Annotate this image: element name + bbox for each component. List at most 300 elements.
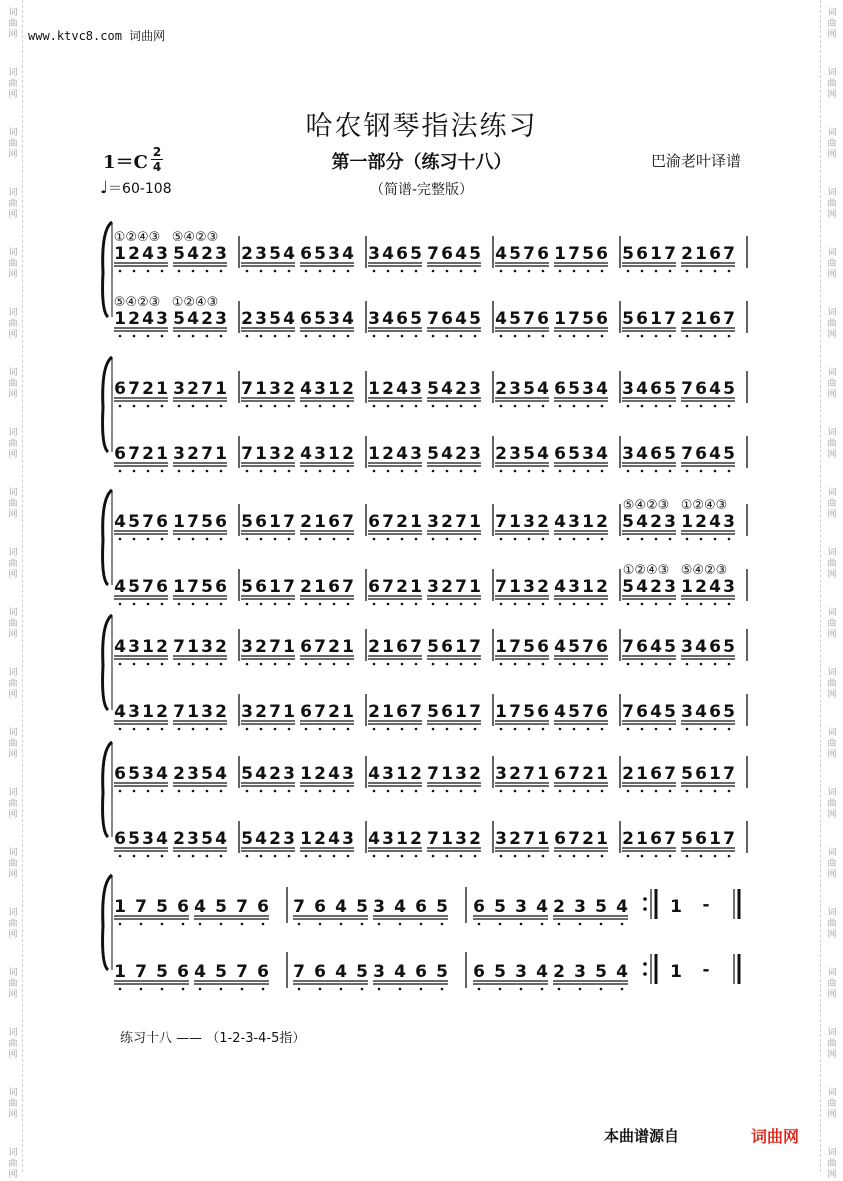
note-digit: 1 [650, 309, 662, 329]
octave-dot [192, 663, 195, 666]
note-digit: 7 [283, 512, 295, 532]
note-digit: 3 [622, 379, 634, 399]
octave-dot [133, 855, 136, 858]
octave-dot [415, 538, 418, 541]
octave-dot [305, 470, 308, 473]
note-digit: 7 [469, 702, 481, 722]
octave-dot [558, 988, 561, 991]
note-digit: 2 [269, 764, 281, 784]
note-digit: 4 [394, 897, 406, 917]
octave-dot [714, 538, 717, 541]
octave-dot [559, 728, 562, 731]
note-digit: 1 [114, 962, 126, 982]
note-digit: 1 [342, 702, 354, 722]
source-brand-link[interactable]: 词曲网 [751, 1127, 800, 1146]
note-digit: 3 [664, 512, 676, 532]
octave-dot [347, 270, 350, 273]
octave-dot [246, 405, 249, 408]
note-digit: 1 [537, 764, 549, 784]
note-digit: 4 [636, 577, 648, 597]
note-digit: 6 [554, 379, 566, 399]
note-digit: 6 [441, 309, 453, 329]
note-digit: 4 [114, 512, 126, 532]
note-digit: 7 [293, 897, 305, 917]
note-digit: 1 [215, 379, 227, 399]
octave-dot [399, 988, 402, 991]
note-digit: 3 [156, 309, 168, 329]
octave-dot [627, 405, 630, 408]
note-digit: 7 [664, 309, 676, 329]
note-digit: 7 [135, 962, 147, 982]
watermark-text: 词 曲 网 [8, 1088, 18, 1120]
note-digit: 3 [215, 244, 227, 264]
note-digit: 5 [215, 897, 227, 917]
octave-dot [147, 663, 150, 666]
octave-dot [387, 335, 390, 338]
note-digit: 4 [342, 309, 354, 329]
octave-dot [627, 335, 630, 338]
note-digit: 1 [582, 577, 594, 597]
octave-dot [474, 270, 477, 273]
octave-dot [542, 335, 545, 338]
note-digit: 1 [495, 637, 507, 657]
note-digit: 4 [114, 702, 126, 722]
octave-dot [627, 603, 630, 606]
note-digit: 7 [568, 764, 580, 784]
octave-dot [401, 855, 404, 858]
octave-dot [220, 405, 223, 408]
octave-dot [246, 663, 249, 666]
note-digit: 1 [142, 637, 154, 657]
octave-dot [333, 855, 336, 858]
octave-dot [319, 335, 322, 338]
octave-dot [700, 538, 703, 541]
note-digit: 5 [582, 309, 594, 329]
octave-dot [274, 728, 277, 731]
octave-dot [587, 538, 590, 541]
octave-dot [288, 663, 291, 666]
watermark-text: 词 曲 网 [8, 1028, 18, 1060]
octave-dot [401, 335, 404, 338]
note-digit: 6 [473, 897, 485, 917]
note-digit: 5 [269, 244, 281, 264]
octave-dot [319, 470, 322, 473]
octave-dot [686, 663, 689, 666]
note-digit: 3 [664, 577, 676, 597]
note-digit: 1 [410, 577, 422, 597]
octave-dot [220, 790, 223, 793]
watermark-text: 词 曲 网 [827, 188, 837, 220]
note-digit: 3 [215, 309, 227, 329]
octave-dot [415, 855, 418, 858]
note-digit: 5 [681, 829, 693, 849]
note-digit: 2 [650, 577, 662, 597]
note-digit: 7 [241, 444, 253, 464]
octave-dot [260, 728, 263, 731]
octave-dot [246, 538, 249, 541]
note-digit: 7 [723, 764, 735, 784]
note-digit: 2 [455, 444, 467, 464]
octave-dot [387, 270, 390, 273]
octave-dot [446, 470, 449, 473]
note-digit: 2 [537, 512, 549, 532]
octave-dot [260, 790, 263, 793]
note-digit: 6 [328, 512, 340, 532]
octave-dot [161, 603, 164, 606]
octave-dot [305, 405, 308, 408]
octave-dot [133, 728, 136, 731]
note-digit: 4 [142, 309, 154, 329]
octave-dot [206, 270, 209, 273]
octave-dot [119, 728, 122, 731]
note-digit: 3 [173, 444, 185, 464]
octave-dot [305, 790, 308, 793]
octave-dot [500, 728, 503, 731]
note-digit: 3 [128, 637, 140, 657]
octave-dot [401, 405, 404, 408]
note-digit: 7 [128, 444, 140, 464]
note-digit: 7 [523, 764, 535, 784]
octave-dot [260, 270, 263, 273]
note-digit: 6 [396, 637, 408, 657]
note-digit: 2 [241, 309, 253, 329]
octave-dot [559, 603, 562, 606]
note-digit: 2 [187, 379, 199, 399]
octave-dot [669, 405, 672, 408]
note-digit: 3 [187, 764, 199, 784]
note-digit: 4 [536, 897, 548, 917]
note-digit: 3 [201, 637, 213, 657]
note-digit: 1 [596, 764, 608, 784]
note-digit: 7 [128, 379, 140, 399]
note-digit: 4 [187, 244, 199, 264]
note-digit: 7 [582, 637, 594, 657]
note-digit: 6 [300, 702, 312, 722]
octave-dot [133, 405, 136, 408]
note-digit: 3 [382, 764, 394, 784]
note-digit: 3 [574, 962, 586, 982]
note-digit: 2 [128, 309, 140, 329]
octave-dot [260, 538, 263, 541]
note-digit: 4 [650, 702, 662, 722]
octave-dot [319, 923, 322, 926]
note-digit: 4 [156, 764, 168, 784]
octave-dot [246, 270, 249, 273]
octave-dot [528, 538, 531, 541]
octave-dot [542, 855, 545, 858]
note-digit: 3 [523, 512, 535, 532]
note-digit: 7 [427, 309, 439, 329]
octave-dot [641, 270, 644, 273]
note-digit: 5 [427, 702, 439, 722]
octave-dot [587, 270, 590, 273]
octave-dot [415, 728, 418, 731]
note-digit: 1 [114, 897, 126, 917]
note-digit: 5 [156, 897, 168, 917]
watermark-text: 词 曲 网 [827, 68, 837, 100]
fingering-label: ①②④③ [171, 295, 219, 310]
note-digit: 1 [187, 637, 199, 657]
octave-dot [140, 988, 143, 991]
note-digit: 4 [194, 962, 206, 982]
octave-dot [147, 405, 150, 408]
note-digit: 5 [469, 309, 481, 329]
note-digit: 1 [410, 512, 422, 532]
octave-dot [641, 663, 644, 666]
octave-dot [206, 335, 209, 338]
note-digit: 6 [537, 309, 549, 329]
octave-dot [161, 923, 164, 926]
note-digit: 4 [396, 444, 408, 464]
octave-dot [206, 790, 209, 793]
note-digit: 2 [509, 829, 521, 849]
site-url[interactable]: www.ktvc8.com 词曲网 [28, 29, 166, 43]
fingering-label: ①②④③ [680, 498, 728, 513]
note-digit: 6 [695, 829, 707, 849]
quarter-note-icon: ♩ [100, 178, 109, 198]
octave-dot [432, 538, 435, 541]
note-digit: 2 [441, 512, 453, 532]
watermark-text: 词 曲 网 [827, 608, 837, 640]
fingering-label: ⑤④②③ [171, 230, 219, 245]
note-digit: 4 [537, 379, 549, 399]
watermark-text: 词 曲 网 [8, 608, 18, 640]
octave-dot [714, 603, 717, 606]
octave-dot [601, 270, 604, 273]
octave-dot [655, 855, 658, 858]
octave-dot [432, 270, 435, 273]
octave-dot [528, 470, 531, 473]
octave-dot [161, 335, 164, 338]
octave-dot [573, 335, 576, 338]
note-digit: 2 [142, 444, 154, 464]
octave-dot [274, 790, 277, 793]
note-digit: 5 [509, 309, 521, 329]
octave-dot [621, 988, 624, 991]
octave-dot [514, 470, 517, 473]
note-digit: 5 [523, 379, 535, 399]
note-digit: 1 [187, 702, 199, 722]
octave-dot [147, 855, 150, 858]
note-digit: 7 [523, 309, 535, 329]
note-digit: 2 [328, 702, 340, 722]
octave-dot [500, 405, 503, 408]
note-digit: 7 [269, 637, 281, 657]
note-digit: 5 [269, 309, 281, 329]
octave-dot [559, 270, 562, 273]
octave-dot [587, 603, 590, 606]
note-digit: 3 [283, 829, 295, 849]
octave-dot [446, 538, 449, 541]
note-digit: 5 [582, 244, 594, 264]
note-digit: 5 [427, 379, 439, 399]
octave-dot [133, 335, 136, 338]
note-digit: 6 [695, 764, 707, 784]
octave-dot [415, 270, 418, 273]
octave-dot [246, 603, 249, 606]
note-digit: 6 [257, 962, 269, 982]
note-digit: 2 [553, 897, 565, 917]
note-digit: 3 [568, 512, 580, 532]
octave-dot [641, 855, 644, 858]
note-digit: 2 [596, 577, 608, 597]
octave-dot [288, 728, 291, 731]
octave-dot [441, 923, 444, 926]
octave-dot [298, 988, 301, 991]
octave-dot [241, 923, 244, 926]
note-digit: 5 [622, 577, 634, 597]
note-digit: 3 [509, 379, 521, 399]
note-digit: 7 [681, 379, 693, 399]
octave-dot [199, 988, 202, 991]
note-digit: 7 [142, 577, 154, 597]
note-digit: 3 [622, 444, 634, 464]
octave-dot [714, 663, 717, 666]
octave-dot [627, 663, 630, 666]
note-digit: 5 [241, 764, 253, 784]
octave-dot [627, 270, 630, 273]
octave-dot [559, 663, 562, 666]
octave-dot [600, 923, 603, 926]
tempo-value: ＝60-108 [108, 181, 172, 197]
note-digit: 6 [537, 702, 549, 722]
note-digit: 7 [293, 962, 305, 982]
note-digit: 7 [568, 244, 580, 264]
note-digit: 7 [427, 244, 439, 264]
note-digit: 4 [709, 512, 721, 532]
octave-dot [542, 538, 545, 541]
watermark-text: 词 曲 网 [8, 908, 18, 940]
note-digit: 1 [342, 637, 354, 657]
octave-dot [528, 790, 531, 793]
watermark-text: 词 曲 网 [8, 368, 18, 400]
octave-dot [655, 335, 658, 338]
note-digit: 5 [509, 244, 521, 264]
octave-dot [579, 923, 582, 926]
octave-dot [542, 728, 545, 731]
note-digit: 1 [596, 829, 608, 849]
octave-dot [119, 663, 122, 666]
octave-dot [333, 728, 336, 731]
octave-dot [274, 270, 277, 273]
octave-dot [474, 790, 477, 793]
octave-dot [541, 923, 544, 926]
octave-dot [446, 335, 449, 338]
fingering-label: ①②④③ [622, 563, 670, 578]
octave-dot [401, 728, 404, 731]
note-digit: 4 [554, 577, 566, 597]
repeat-dot [643, 972, 647, 976]
octave-dot [686, 270, 689, 273]
note-digit: 1 [368, 379, 380, 399]
note-digit: 3 [173, 379, 185, 399]
octave-dot [627, 728, 630, 731]
note-digit: 3 [681, 702, 693, 722]
octave-dot [432, 470, 435, 473]
note-digit: 2 [495, 444, 507, 464]
note-digit: 1 [173, 577, 185, 597]
note-digit: 5 [427, 637, 439, 657]
octave-dot [288, 270, 291, 273]
note-digit: 3 [128, 702, 140, 722]
note-digit: 4 [636, 379, 648, 399]
note-digit: 7 [509, 637, 521, 657]
octave-dot [298, 923, 301, 926]
note-digit: 3 [427, 512, 439, 532]
octave-dot [714, 270, 717, 273]
note-digit: 1 [441, 764, 453, 784]
octave-dot [133, 663, 136, 666]
note-digit: 7 [342, 577, 354, 597]
octave-dot [669, 470, 672, 473]
note-digit: 5 [356, 962, 368, 982]
note-digit: 2 [553, 962, 565, 982]
note-digit: 2 [300, 512, 312, 532]
octave-dot [514, 790, 517, 793]
octave-dot [686, 470, 689, 473]
note-digit: 5 [241, 512, 253, 532]
octave-dot [220, 470, 223, 473]
note-digit: 2 [509, 764, 521, 784]
note-digit: 5 [436, 962, 448, 982]
note-digit: 2 [469, 764, 481, 784]
note-digit: 5 [681, 764, 693, 784]
octave-dot [573, 538, 576, 541]
note-digit: 1 [537, 829, 549, 849]
note-digit: 3 [328, 244, 340, 264]
note-digit: 7 [568, 829, 580, 849]
note-digit: 3 [342, 829, 354, 849]
octave-dot [333, 270, 336, 273]
note-digit: 2 [582, 829, 594, 849]
octave-dot [432, 335, 435, 338]
note-digit: 4 [368, 764, 380, 784]
octave-dot [641, 790, 644, 793]
note-digit: 1 [709, 764, 721, 784]
note-digit: 7 [681, 444, 693, 464]
octave-dot [559, 470, 562, 473]
note-digit: 5 [664, 379, 676, 399]
octave-dot [460, 405, 463, 408]
note-digit: 4 [495, 244, 507, 264]
octave-dot [528, 728, 531, 731]
octave-dot [220, 988, 223, 991]
note-digit: 3 [681, 637, 693, 657]
note-digit: 6 [473, 962, 485, 982]
section-subtitle: 第一部分（练习十八） [331, 152, 512, 173]
octave-dot [558, 923, 561, 926]
octave-dot [714, 405, 717, 408]
note-digit: 5 [427, 444, 439, 464]
octave-dot [446, 855, 449, 858]
note-digit: 5 [568, 444, 580, 464]
note-digit: 4 [382, 244, 394, 264]
note-digit: 6 [177, 897, 189, 917]
note-digit: 4 [328, 829, 340, 849]
octave-dot [347, 405, 350, 408]
note-digit: 6 [300, 637, 312, 657]
note-digit: 6 [537, 244, 549, 264]
octave-dot [415, 663, 418, 666]
note-digit: 5 [568, 637, 580, 657]
octave-dot [347, 855, 350, 858]
note-digit: 4 [215, 829, 227, 849]
octave-dot [192, 790, 195, 793]
note-digit: 3 [314, 379, 326, 399]
note-digit: 1 [695, 309, 707, 329]
note-digit: 7 [664, 829, 676, 849]
octave-dot [728, 538, 731, 541]
